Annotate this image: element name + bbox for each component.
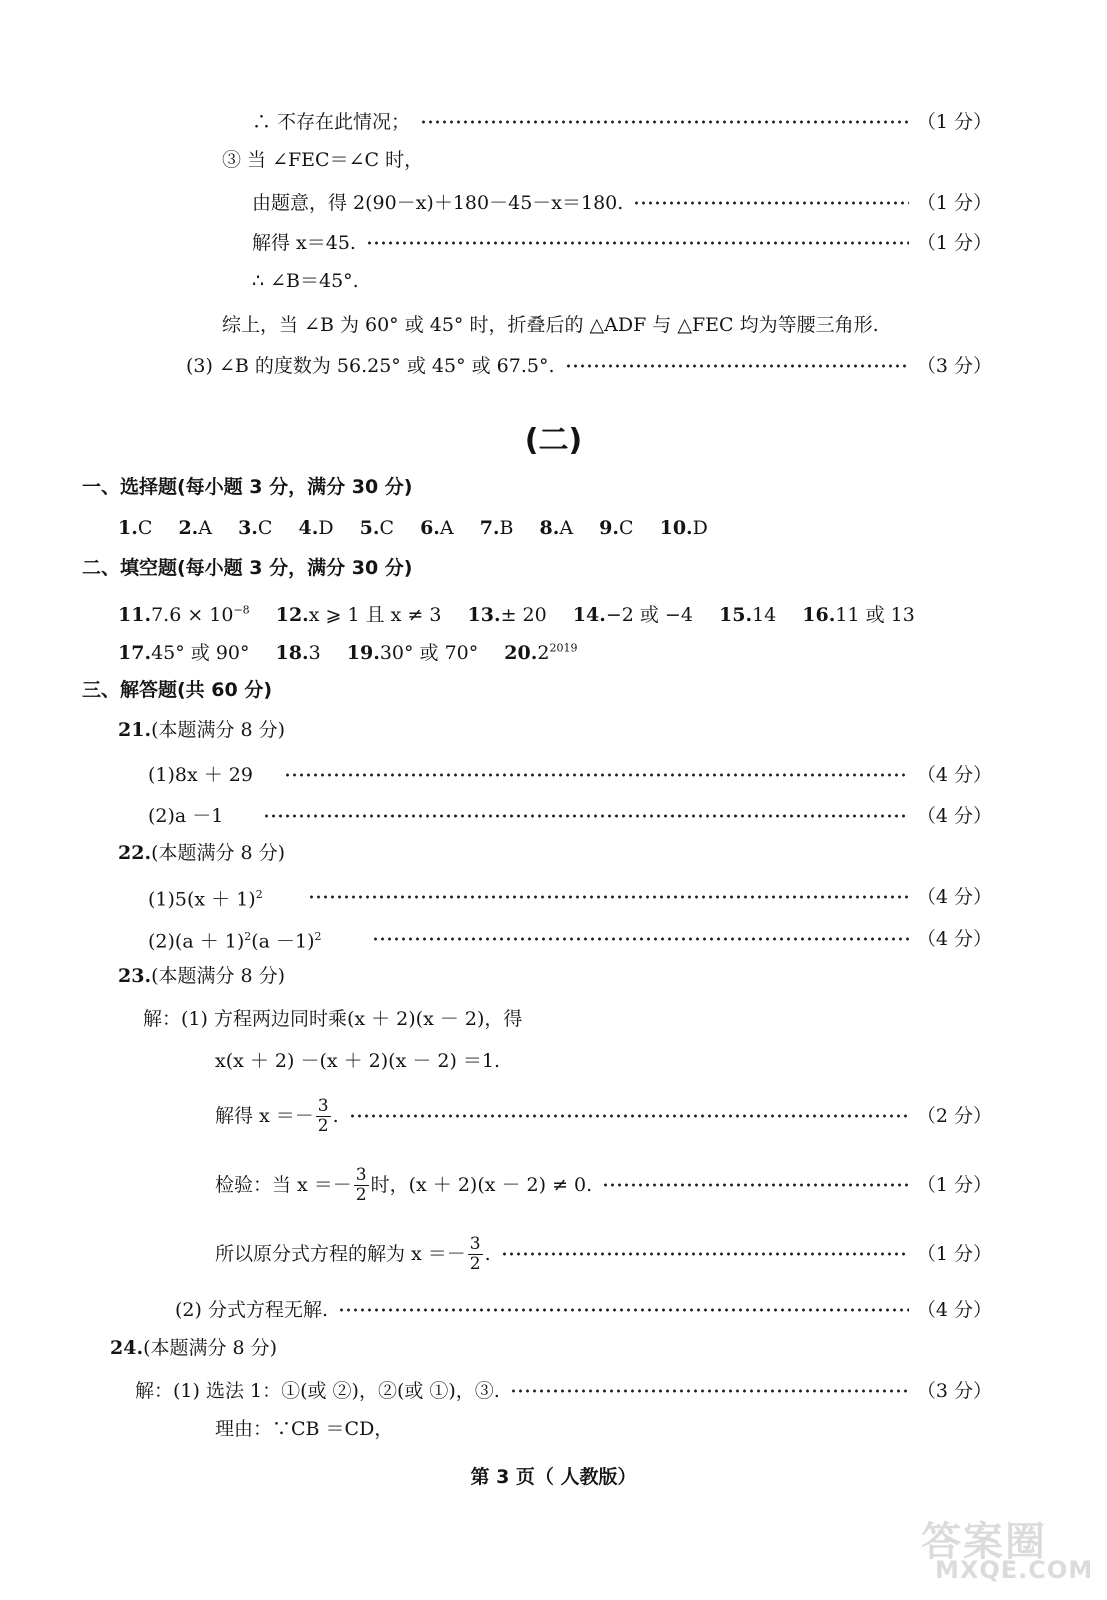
score-label: （1 分）	[916, 1174, 992, 1196]
solution-line: 解：(1) 选法 1：①(或 ②)，②(或 ①)，③. （3 分）	[135, 1376, 992, 1406]
leader-dots	[338, 1295, 909, 1325]
answer-item: 13.± 20	[467, 604, 547, 627]
leader-dots	[565, 351, 909, 381]
solution-line: x(x ＋ 2) －(x ＋ 2)(x － 2) ＝1.	[215, 1050, 501, 1072]
answer-item: 5.C	[359, 517, 395, 539]
conclusion-line: 综上，当 ∠B 为 60° 或 45° 时，折叠后的 △ADF 与 △FEC 均为等腰三角形.	[222, 314, 879, 336]
answer-item: 7.B	[479, 517, 514, 539]
solution-line: 解得 x ＝－ $\frac{3}{2}$ . （2 分）	[215, 1088, 992, 1144]
score-label: （1 分）	[916, 111, 992, 133]
score-label: （4 分）	[916, 805, 992, 827]
section-title: (二)	[524, 423, 583, 458]
answer-item: 17.45° 或 90°	[118, 642, 250, 665]
solution-line: 理由：∵CB ＝CD，	[215, 1418, 394, 1440]
fraction: $\frac{3}{2}$	[317, 1095, 329, 1136]
question-header: 24.(本题满分 8 分)	[110, 1337, 278, 1359]
answer-item: 1.C	[118, 517, 153, 539]
score-label: （4 分）	[916, 764, 992, 786]
section-heading-fill: 二、填空题(每小题 3 分，满分 30 分)	[82, 557, 413, 579]
leader-dots	[633, 188, 909, 218]
answer-line: $(1)5(x + 1)^2$ （4 分）	[148, 882, 992, 912]
leader-dots	[366, 228, 909, 258]
fraction: $\frac{3}{2}$	[469, 1233, 481, 1274]
answer-item: 19.30° 或 70°	[346, 642, 479, 665]
solution-line: (2) 分式方程无解. （4 分）	[175, 1295, 992, 1325]
answer-item: 10.D	[659, 517, 708, 539]
question-header: 22.(本题满分 8 分)	[118, 842, 286, 864]
solution-line: (3) ∠B 的度数为 56.25° 或 45° 或 67.5°. （3 分）	[186, 351, 992, 381]
answer-item: 2.A	[178, 517, 213, 539]
leader-dots	[501, 1239, 909, 1269]
answer-item: 8.A	[539, 517, 574, 539]
score-label: （4 分）	[916, 1299, 992, 1321]
answer-line: (1)8x ＋ 29 （4 分）	[148, 760, 992, 790]
solution-line: ∴ 不存在此情况； （1 分）	[252, 107, 992, 137]
answer-item: 18.3	[275, 642, 321, 665]
leader-dots	[349, 1101, 909, 1131]
answer-line: $(2)(a + 1)^2(a -1)^2$ （4 分）	[148, 924, 992, 954]
score-label: （1 分）	[916, 192, 992, 214]
answer-item: 4.D	[298, 517, 334, 539]
leader-dots	[263, 801, 909, 831]
section-heading-choice: 一、选择题(每小题 3 分，满分 30 分)	[82, 476, 413, 498]
answer-item: 16.11 或 13	[802, 604, 915, 627]
score-label: （4 分）	[916, 886, 992, 908]
answer-item: 3.C	[238, 517, 273, 539]
leader-dots	[602, 1170, 909, 1200]
section-heading-solve: 三、解答题(共 60 分)	[82, 679, 273, 701]
fraction: $\frac{3}{2}$	[355, 1164, 367, 1205]
fill-answers-row2	[118, 634, 597, 664]
leader-dots	[510, 1376, 909, 1406]
answer-item: 12.x ⩾ 1 且 x ≠ 3	[275, 604, 442, 627]
watermark-text: 答案圈	[921, 1519, 1047, 1565]
answer-item: $11.7.6 \times 10^{-8}$	[118, 604, 250, 627]
solution-line: 检验：当 x ＝－ $\frac{3}{2}$ 时，(x ＋ 2)(x － 2) ≠ 0. （1 分）	[215, 1157, 992, 1213]
solution-line: 由题意，得 2(90－x)＋180－45－x＝180. （1 分）	[252, 188, 992, 218]
fill-answers-row1	[118, 596, 935, 626]
question-header: 23.(本题满分 8 分)	[118, 965, 286, 987]
score-label: （3 分）	[916, 355, 992, 377]
leader-dots	[420, 107, 909, 137]
score-label: （4 分）	[916, 928, 992, 950]
score-label: （2 分）	[916, 1105, 992, 1127]
solution-line: 解得 x＝45. （1 分）	[252, 228, 992, 258]
choice-answers	[118, 513, 728, 543]
solution-line: ∴ ∠B＝45°.	[252, 270, 359, 292]
question-header: 21.(本题满分 8 分)	[118, 719, 286, 741]
watermark-url: MXQE.COM	[935, 1556, 1094, 1584]
answer-line: (2)a －1 （4 分）	[148, 801, 992, 831]
answer-item: 14.−2 或 −4	[572, 604, 693, 627]
score-label: （3 分）	[916, 1380, 992, 1402]
answer-item: 9.C	[599, 517, 634, 539]
solution-line: 所以原分式方程的解为 x ＝－ $\frac{3}{2}$ . （1 分）	[215, 1226, 992, 1282]
solution-line: ③ 当 ∠FEC＝∠C 时，	[222, 149, 424, 171]
leader-dots	[284, 760, 909, 790]
answer-item: $20.2^{2019}$	[504, 642, 578, 665]
score-label: （1 分）	[916, 1243, 992, 1265]
solution-line: 解：(1) 方程两边同时乘(x ＋ 2)(x － 2)，得	[143, 1008, 523, 1030]
answer-item: 15.14	[719, 604, 777, 627]
score-label: （1 分）	[916, 232, 992, 254]
page-footer: 第 3 页（ 人教版）	[470, 1466, 637, 1488]
leader-dots	[372, 924, 909, 954]
watermark-logo	[913, 1510, 1093, 1590]
answer-item: 6.A	[420, 517, 454, 539]
leader-dots	[308, 882, 909, 912]
